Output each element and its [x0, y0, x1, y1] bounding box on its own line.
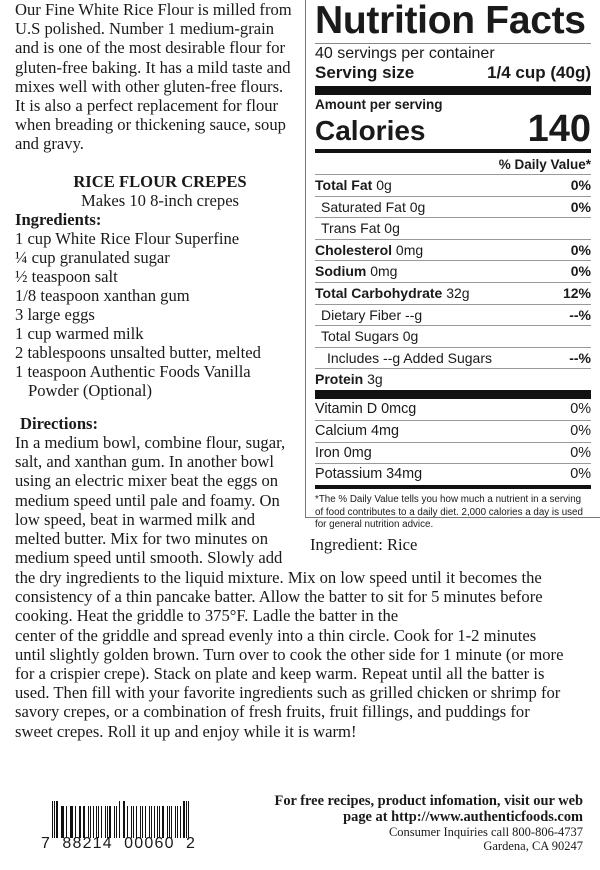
barcode-bar — [169, 806, 170, 838]
barcode-bar — [107, 806, 108, 838]
barcode-bar — [188, 801, 189, 838]
recipe-yield: Makes 10 8-inch crepes — [80, 191, 240, 210]
barcode-bar — [127, 806, 128, 838]
directions-line: using an electric mixer beat the eggs on — [15, 471, 279, 491]
description-line: when breading or thickening sauce, soup — [15, 115, 286, 135]
barcode-bar — [180, 806, 181, 838]
nutrient-row-saturated-fat — [315, 196, 591, 218]
nutrient-name: Saturated Fat — [321, 198, 406, 215]
nutrient-amount: 0g — [402, 328, 419, 345]
ingredient-item: 2 tablespoons unsalted butter, melted — [15, 343, 261, 362]
barcode-bar — [119, 801, 120, 838]
nutrition-facts-panel — [305, 0, 600, 531]
ingredient-item: 1/8 teaspoon xanthan gum — [15, 286, 190, 305]
product-description — [15, 0, 305, 154]
heavy-divider — [315, 390, 591, 399]
barcode-bar — [83, 806, 85, 838]
calories-label: Calories — [315, 115, 426, 146]
barcode-bar — [157, 806, 158, 838]
nutrient-name: Dietary Fiber — [321, 306, 402, 323]
barcode-bar — [154, 806, 155, 838]
ingredient-statement: Ingredient: Rice — [310, 535, 418, 554]
barcode-bar — [186, 801, 187, 838]
barcode-bar — [98, 806, 99, 838]
description-line: Our Fine White Rice Flour is milled from — [15, 0, 292, 19]
nutrient-row-added-sugars — [315, 347, 591, 369]
description-line: mixes well with other gluten-free flours. — [15, 76, 284, 96]
nutrient-row-sodium — [315, 260, 591, 282]
barcode-bar — [142, 806, 143, 838]
barcode-bar — [62, 806, 64, 838]
barcode-bar — [131, 806, 132, 838]
barcode-bar — [101, 806, 102, 838]
nutrient-row-cholesterol — [315, 239, 591, 261]
description-line: and is one of the most desirable flour for — [15, 38, 286, 58]
directions-line: cooking. Heat the griddle to 375°F. Ladle the batter in the — [15, 606, 399, 626]
directions-line: medium speed until pale and foamy. On — [15, 490, 280, 510]
barcode-bar — [52, 801, 53, 838]
nutrient-row-protein — [315, 368, 591, 390]
ingredient-item — [15, 362, 310, 400]
barcode-bar — [79, 806, 80, 838]
nutrient-dv: 12% — [562, 284, 591, 301]
nutrient-name: Includes --g Added Sugars — [327, 349, 492, 366]
vitamin-row-iron — [315, 442, 591, 464]
nutrient-dv: 0% — [570, 198, 591, 215]
description-line: It is also a perfect replacement for flour — [15, 96, 279, 116]
nutrient-amount: 3g — [367, 371, 383, 388]
barcode-bar — [90, 806, 91, 838]
barcode-bar — [162, 806, 164, 838]
nutrient-dv: 0% — [570, 241, 591, 258]
directions-line: used. Then fill with your favorite ingredients such as grilled chicken or shrimp for — [15, 683, 561, 703]
barcode — [52, 798, 192, 838]
nutrient-name: Sodium — [315, 263, 367, 280]
directions-line: low speed, beat in warmed milk and — [15, 509, 256, 529]
barcode-bar — [145, 806, 146, 838]
vitamin-name: Vitamin D 0mcg — [315, 400, 417, 417]
barcode-bar — [140, 806, 142, 838]
barcode-bar — [66, 806, 67, 838]
nutrient-amount: 0mg — [395, 241, 424, 258]
barcode-bar — [71, 806, 72, 838]
barcode-bar — [116, 806, 117, 838]
nutrient-row-dietary-fiber — [315, 304, 591, 326]
vitamin-dv: 0% — [570, 466, 591, 483]
barcode-bar — [109, 806, 111, 838]
ingredients-list — [15, 229, 310, 400]
serving-size-value: 1/4 cup (40g) — [487, 63, 591, 82]
ingredient-item: 1 cup White Rice Flour Superfine — [15, 229, 240, 248]
nutrient-amount: 0g — [409, 198, 426, 215]
barcode-bar — [149, 806, 150, 838]
barcode-bar — [124, 801, 125, 838]
footer-location: Gardena, CA 90247 — [483, 839, 583, 853]
serving-size-label: Serving size — [315, 63, 415, 82]
vitamin-name: Potassium 34mg — [315, 466, 423, 483]
description-line: gluten-free baking. It has a mild taste and — [15, 57, 291, 77]
vitamin-name: Calcium 4mg — [315, 422, 399, 439]
barcode-bar — [105, 806, 106, 838]
nutrient-name: Trans Fat — [321, 220, 381, 237]
barcode-bar — [93, 806, 94, 838]
nutrient-name: Total Fat — [315, 177, 373, 193]
nutrient-name: Cholesterol — [315, 241, 393, 258]
calories-value: 140 — [527, 108, 591, 150]
barcode-bar — [136, 806, 137, 838]
directions-line: In a medium bowl, combine flour, sugar, — [15, 433, 286, 452]
vitamin-row-calcium — [315, 420, 591, 442]
directions-line: sweet crepes. Roll it up and enjoy while it is warm! — [15, 721, 357, 741]
nutrient-amount: --g — [405, 306, 423, 323]
barcode-bar — [151, 806, 152, 838]
nutrient-row-total-sugars — [315, 325, 591, 347]
heavy-divider — [315, 86, 591, 95]
footer-recipes-text: For free recipes, product infomation, visit our web — [274, 793, 583, 809]
directions-line: the dry ingredients to the liquid mixture. Mix on low speed until it becomes the — [15, 568, 542, 587]
directions-text — [15, 433, 310, 567]
barcode-bar — [167, 806, 168, 838]
barcode-bar — [171, 806, 172, 838]
barcode-bar — [177, 806, 178, 838]
directions-line: savory crepes, or a combination of fresh fruits, fruit fillings, and puddings for — [15, 702, 530, 722]
ingredient-item-continuation: Powder (Optional) — [28, 381, 152, 400]
nutrient-name: Protein — [315, 371, 364, 388]
nutrient-dv: 0% — [570, 177, 591, 193]
directions-line: melted butter. Mix for two minutes on — [15, 529, 269, 549]
daily-value-header: % Daily Value* — [498, 157, 591, 172]
directions-heading: Directions: — [20, 414, 99, 433]
barcode-bar — [56, 801, 57, 838]
barcode-bar — [54, 801, 55, 838]
nutrient-dv: --% — [569, 306, 591, 323]
divider — [315, 43, 591, 44]
vitamin-name: Iron 0mg — [315, 444, 372, 461]
directions-line: until slightly golden brown. Turn over to cook the other side for 1 minute (or more — [15, 644, 564, 664]
nutrient-amount: 0g — [384, 220, 400, 237]
ingredient-item: 1 cup warmed milk — [15, 324, 144, 343]
vitamin-dv: 0% — [570, 422, 591, 439]
footer-website-text: page at http://www.authenticfoods.com — [343, 809, 583, 825]
ingredient-item: 3 large eggs — [15, 305, 95, 324]
directions-line: medium speed until smooth. Slowly add — [15, 548, 283, 568]
ingredient-item: ¼ cup granulated sugar — [15, 248, 170, 267]
upc-number: 7 88214 00060 2 — [41, 835, 197, 852]
nutrient-name: Total Carbohydrate — [315, 284, 443, 301]
nutrient-row-total-carbohydrate — [315, 282, 591, 304]
directions-text-continued — [15, 568, 600, 741]
serving-size-row — [315, 63, 591, 83]
vitamin-row-vitamin-d — [315, 399, 591, 420]
footer-consumer-inquiries: Consumer Inquiries call 800-806-4737 — [388, 825, 583, 839]
barcode-bar — [114, 806, 115, 838]
barcode-bar — [75, 806, 76, 838]
nutrient-dv: --% — [569, 349, 591, 366]
description-line: U.S polished. Number 1 medium-grain — [15, 19, 275, 39]
vitamin-dv: 0% — [570, 444, 591, 461]
nutrition-facts-title: Nutrition Facts — [315, 0, 586, 42]
barcode-bar — [123, 801, 124, 838]
recipe-title: RICE FLOUR CREPES — [73, 172, 247, 191]
directions-line: salt, and xanthan gum. In another bowl — [15, 452, 274, 472]
barcode-bar — [88, 806, 89, 838]
nutrient-dv: 0% — [570, 263, 591, 280]
barcode-bar — [61, 806, 62, 838]
nutrient-amount: 32g — [446, 284, 470, 301]
ingredient-item: ½ teaspoon salt — [15, 267, 118, 286]
daily-value-footnote: *The % Daily Value tells you how much a nutrient in a serving of food contributes to a daily diet. 2,000 calories a day is used for general nutrition advice. — [315, 494, 583, 531]
barcode-bar — [159, 806, 160, 838]
directions-line: for a crispier crepe). Stack on plate and keep warm. Repeat until all the batter is — [15, 664, 545, 684]
calories-row — [315, 108, 591, 150]
barcode-bar — [175, 806, 176, 838]
nutrient-name: Total Sugars — [321, 328, 399, 345]
nutrient-amount: 0mg — [370, 263, 398, 280]
barcode-bar — [80, 806, 81, 838]
vitamin-dv: 0% — [570, 400, 591, 417]
barcode-bar — [183, 801, 184, 838]
medium-divider — [315, 485, 591, 489]
nutrient-amount: 0g — [376, 177, 392, 193]
ingredient-item-text: 1 teaspoon Authentic Foods Vanilla — [15, 362, 251, 381]
barcode-bar — [133, 806, 134, 838]
amount-per-serving: Amount per serving — [315, 97, 443, 112]
servings-per-container: 40 servings per container — [315, 45, 495, 62]
description-line: and gravy. — [15, 134, 84, 154]
barcode-bar — [96, 806, 97, 838]
vitamin-row-potassium — [315, 463, 591, 485]
directions-line: consistency of a thin pancake batter. Allow the batter to sit for 5 minutes before — [15, 587, 543, 607]
barcode-bar — [70, 806, 71, 838]
nutrient-row-trans-fat — [315, 217, 591, 239]
ingredients-heading: Ingredients: — [15, 210, 102, 229]
footer-info — [223, 793, 583, 853]
directions-line: center of the griddle and spread evenly into a thin circle. Cook for 1-2 minutes — [15, 625, 537, 645]
nutrient-row-total-fat — [315, 174, 591, 196]
